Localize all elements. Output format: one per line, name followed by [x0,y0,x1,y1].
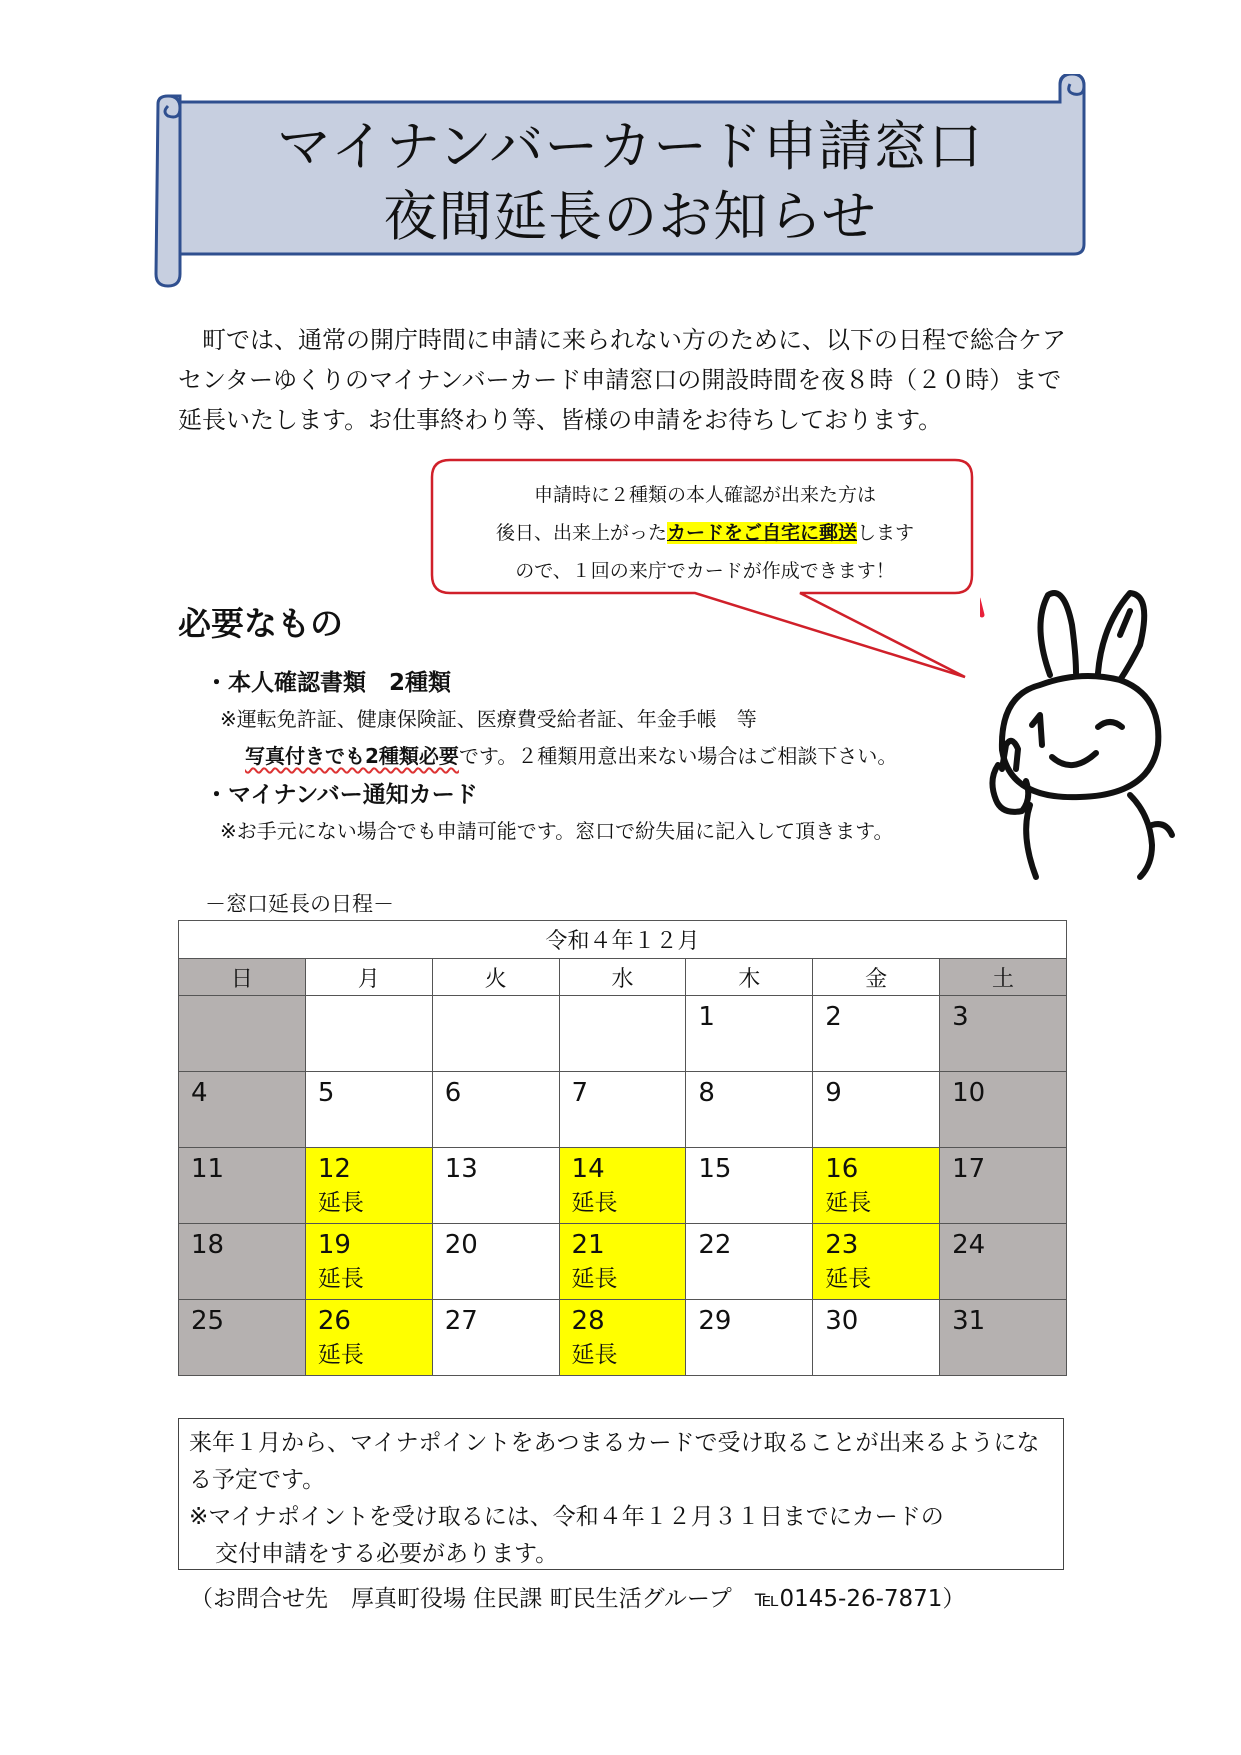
calendar-day-extended [559,1300,686,1376]
extension-mark: 延長 [571,1190,618,1216]
bubble-text [440,476,970,590]
notice-line-3: 交付申請をする必要があります。 [215,1541,559,1567]
rabbit-mascot-icon [980,585,1180,885]
calendar-day [940,1224,1067,1300]
day-number: 13 [444,1154,478,1184]
calendar-day-extended [813,1148,940,1224]
weekday-header: 金 [813,959,940,996]
calendar-day [432,1148,559,1224]
weekday-header: 月 [305,959,432,996]
day-number: 21 [571,1230,605,1260]
calendar-day [432,1224,559,1300]
calendar-day [179,1300,306,1376]
notice-box [178,1418,1064,1570]
day-number: 27 [444,1306,478,1336]
day-number [433,996,559,1002]
calendar-day-extended [559,1224,686,1300]
calendar-day [686,1072,813,1148]
bubble-line-2 [440,514,970,552]
day-number: 29 [698,1306,732,1336]
calendar-day [686,996,813,1072]
calendar-day [940,1300,1067,1376]
day-number: 14 [571,1154,605,1184]
notice-line-1: 来年１月から、マイナポイントをあつまるカードで受け取ることが出来るようになる予定です。 [189,1430,1040,1493]
title-line-1: マイナンバーカード申請窓口 [276,115,984,178]
calendar-day [432,1300,559,1376]
extension-mark: 延長 [571,1342,618,1368]
day-number: 18 [191,1230,225,1260]
calendar-day [179,1224,306,1300]
contact-info: （お問合せ先 厚真町役場 住民課 町民生活グループ ℡0145-26-7871） [190,1586,966,1612]
day-number: 31 [952,1306,986,1336]
bubble-line-2-pre: 後日、出来上がった [495,522,667,544]
day-number: 3 [952,1002,969,1032]
calendar-day [940,1148,1067,1224]
day-number: 6 [444,1078,462,1108]
day-number: 5 [317,1078,335,1108]
weekday-header-row [179,959,1067,996]
intro-text: 町では、通常の開庁時間に申請に来られない方のために、以下の日程で総合ケアセンターゆくりのマイナンバーカード申請窓口の開設時間を夜８時（２０時）まで延長いたします。お仕事終わり等、皆様の申請をお待ちしております。 [178,326,1066,434]
weekday-header: 日 [179,959,306,996]
calendar-day-extended [305,1148,432,1224]
extension-mark: 延長 [825,1190,872,1216]
day-number: 11 [191,1154,225,1184]
day-number: 9 [825,1078,842,1108]
calendar-week-row [179,1300,1067,1376]
calendar-table [178,920,1067,1376]
weekday-header: 土 [940,959,1067,996]
calendar-day [305,996,432,1072]
calendar-week-row [179,1224,1067,1300]
section-heading: 必要なもの [178,604,343,643]
calendar-day-extended [305,1224,432,1300]
calendar-day [686,1148,813,1224]
day-number: 20 [444,1230,478,1260]
extension-mark: 延長 [825,1266,872,1292]
extension-mark: 延長 [317,1266,364,1292]
day-number: 26 [317,1306,351,1336]
calendar-day [559,1072,686,1148]
calendar-day [813,996,940,1072]
calendar-day [305,1072,432,1148]
calendar-day [432,996,559,1072]
day-number: 25 [191,1306,225,1336]
day-number: 24 [952,1230,986,1260]
title-line-2: 夜間延長のお知らせ [383,185,877,248]
day-number: 15 [698,1154,732,1184]
day-number [306,996,432,1002]
day-number: 4 [191,1078,208,1108]
requirement-note-notice-card: ※お手元にない場合でも申請可能です。窓口で紛失届に記入して頂きます。 [220,819,894,843]
day-number: 30 [825,1306,859,1336]
bubble-line-3: ので、１回の来庁でカードが作成できます！ [515,560,895,582]
calendar-day [686,1224,813,1300]
calendar-day [432,1072,559,1148]
calendar-week-row [179,996,1067,1072]
day-number: 23 [825,1230,859,1260]
day-number: 1 [698,1002,715,1032]
extension-mark: 延長 [571,1266,618,1292]
page-title [180,112,1080,252]
calendar-day-extended [559,1148,686,1224]
notice-line-2: ※マイナポイントを受け取るには、令和４年１２月３１日までにカードの [189,1504,944,1530]
calendar-week-row [179,1072,1067,1148]
calendar-title: 令和４年１２月 [179,921,1067,959]
calendar-day [813,1300,940,1376]
requirement-note-id-docs: ※運転免許証、健康保険証、医療費受給者証、年金手帳 等 [220,707,757,731]
requirement-note-photo-rest: です。２種類用意出来ない場合はご相談下さい。 [458,744,898,768]
day-number: 10 [952,1078,986,1108]
day-number: 22 [698,1230,732,1260]
day-number: 28 [571,1306,605,1336]
day-number: 8 [698,1078,715,1108]
requirement-item-notice-card: ・マイナンバー通知カード [205,782,478,808]
day-number: 2 [825,1002,842,1032]
calendar-day [179,1148,306,1224]
extension-mark: 延長 [317,1342,364,1368]
extension-mark: 延長 [317,1190,364,1216]
weekday-header: 水 [559,959,686,996]
day-number [560,996,686,1002]
calendar-day [813,1072,940,1148]
calendar-day-extended [813,1224,940,1300]
calendar-day [179,1072,306,1148]
intro-paragraph [178,320,1068,440]
calendar-day [940,996,1067,1072]
calendar-day [686,1300,813,1376]
requirement-note-photo [245,740,897,769]
day-number: 19 [317,1230,351,1260]
emphasis-text: 写真付きでも2種類必要 [245,744,459,768]
calendar-day [559,996,686,1072]
weekday-header: 木 [686,959,813,996]
bubble-line-2-post: します [857,522,915,544]
day-number [179,996,305,1002]
weekday-header: 火 [432,959,559,996]
requirement-item-id-docs: ・本人確認書類 2種類 [205,670,452,696]
schedule-label: －窓口延長の日程－ [205,892,394,916]
day-number: 16 [825,1154,859,1184]
day-number: 12 [317,1154,351,1184]
calendar-day-extended [305,1300,432,1376]
calendar-day [179,996,306,1072]
highlighted-text: カードをご自宅に郵送 [666,522,857,544]
day-number: 17 [952,1154,986,1184]
day-number: 7 [571,1078,589,1108]
calendar-day [940,1072,1067,1148]
calendar-week-row [179,1148,1067,1224]
bubble-line-1: 申請時に２種類の本人確認が出来た方は [533,484,876,506]
